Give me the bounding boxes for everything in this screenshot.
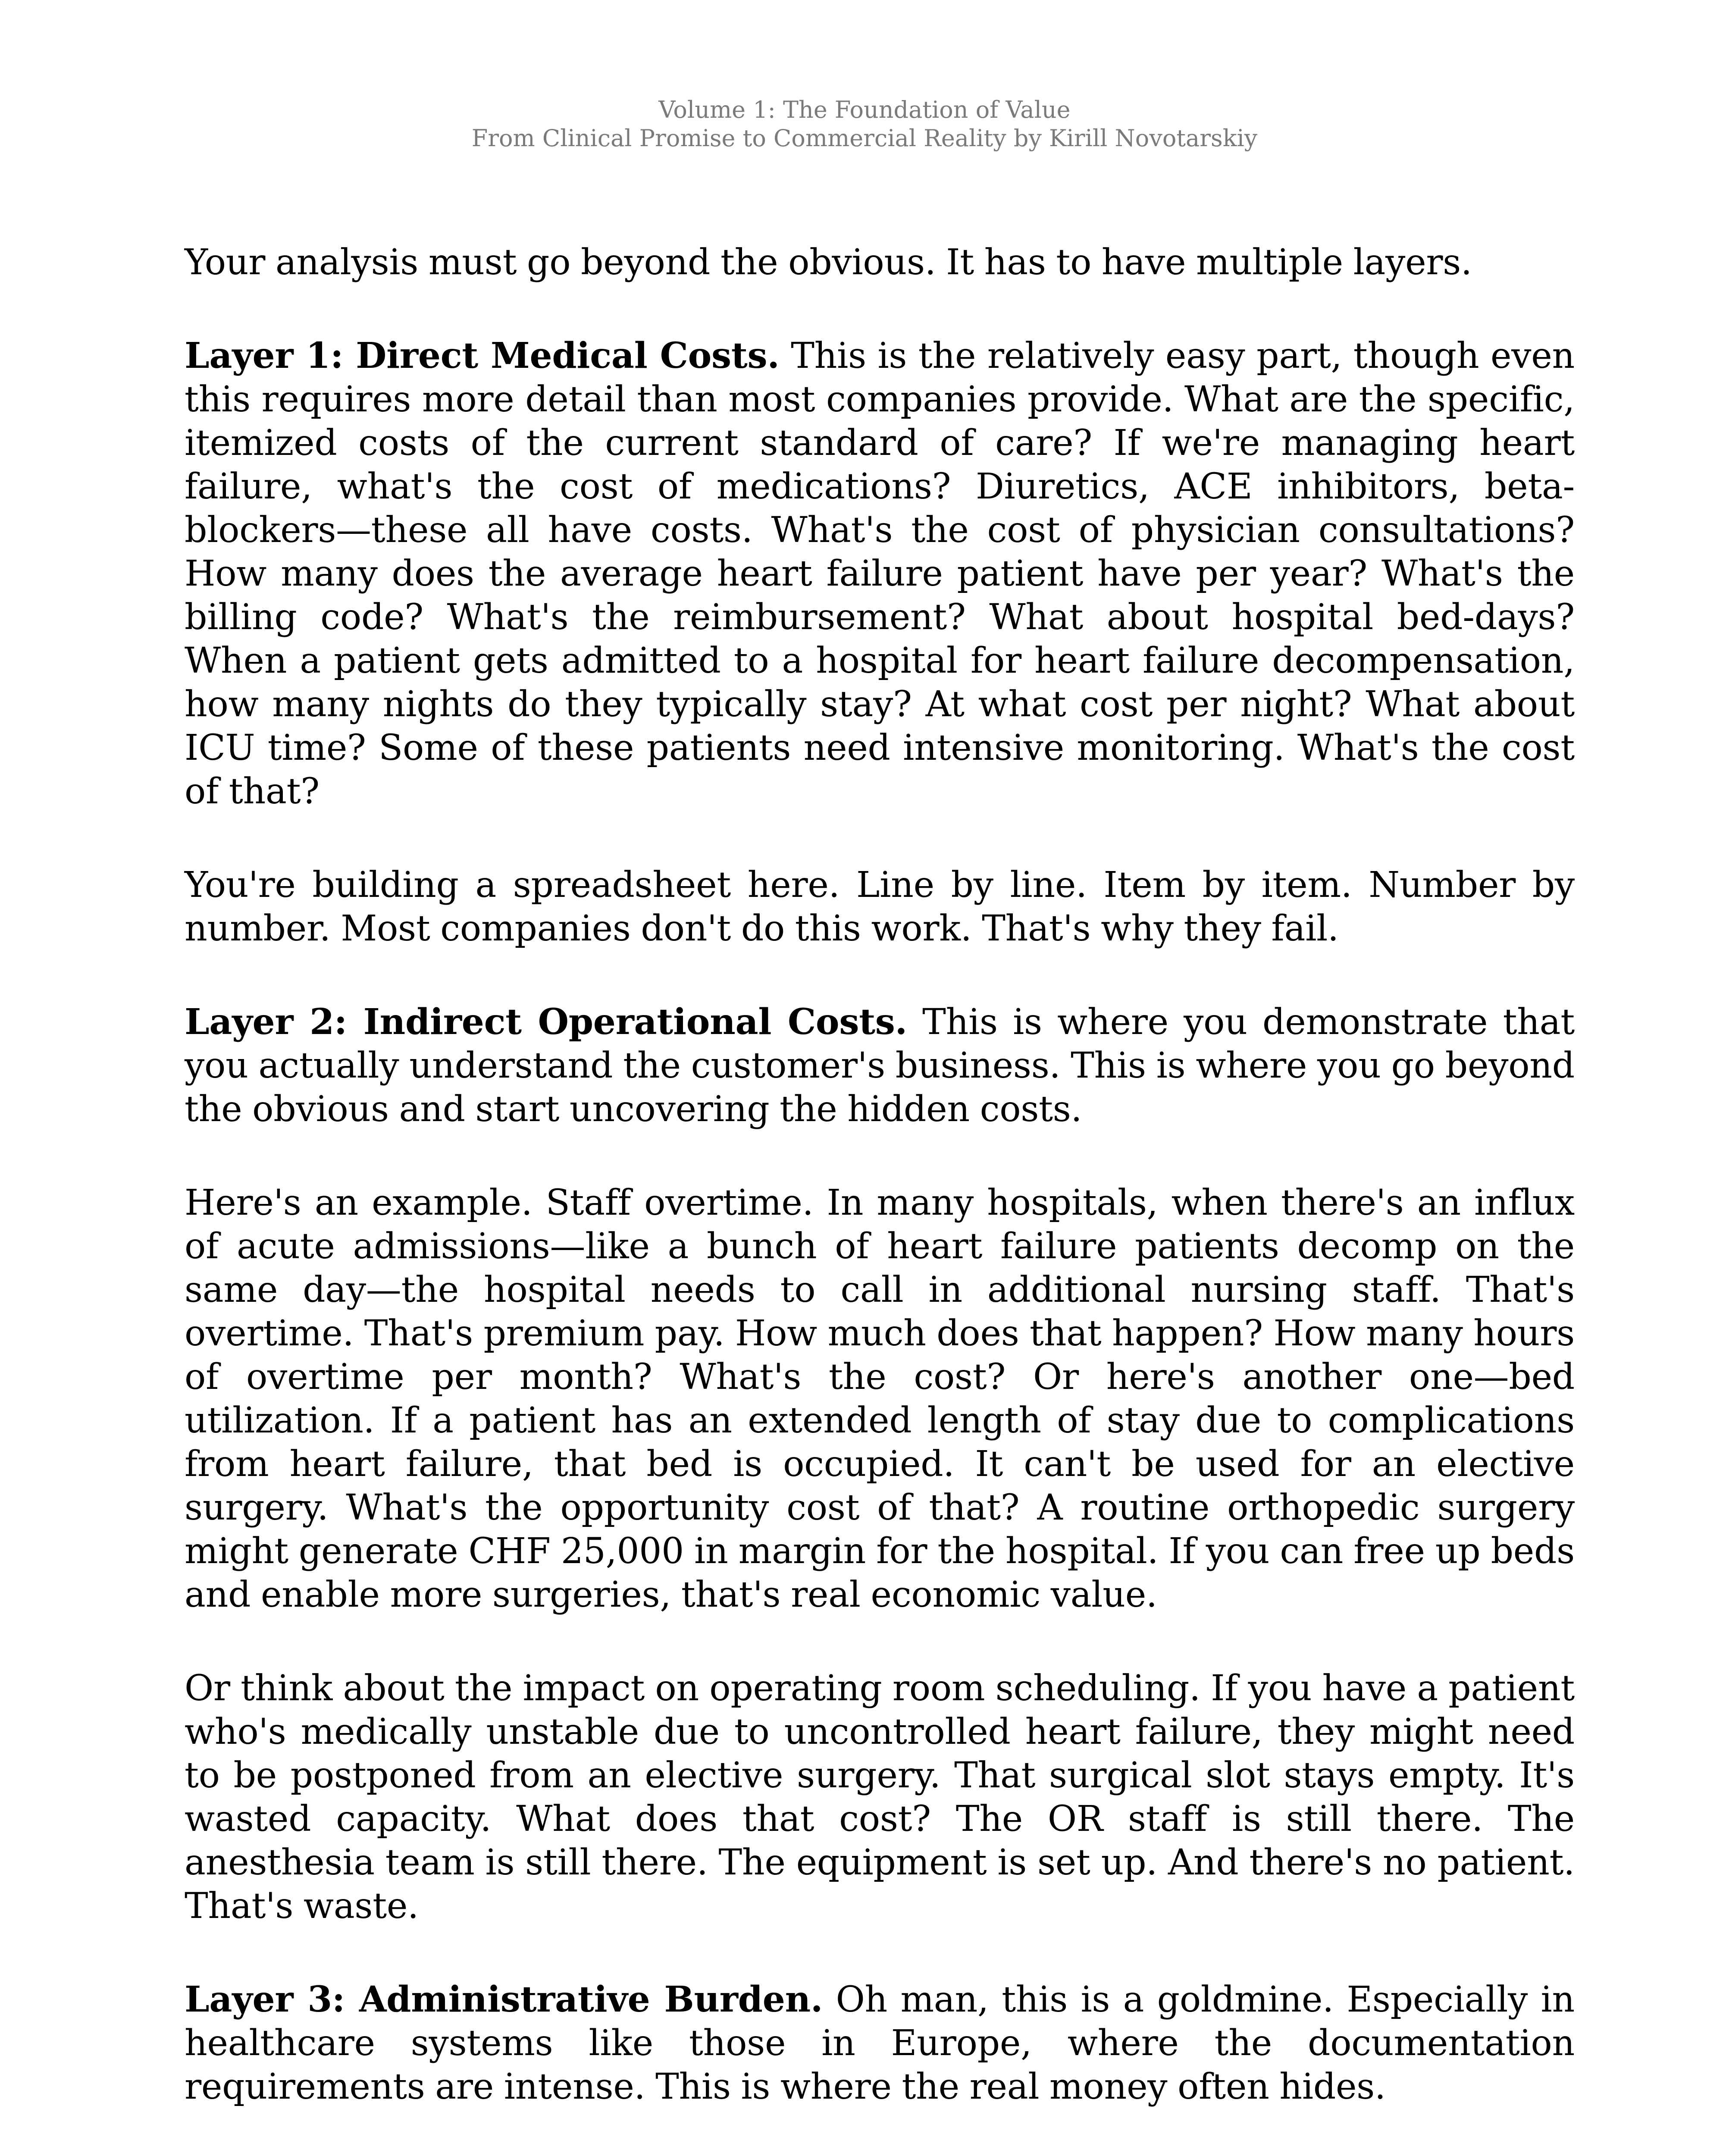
header-book-title: From Clinical Promise to Commercial Reality by Kirill Novotarskiy [471, 125, 1258, 152]
paragraph-heading-layer-3: Layer 3: Administrative Burden. [185, 1979, 823, 2020]
paragraph-text: You're building a spreadsheet here. Line by line. Item by item. Number by number. Most companies don't do this work. That's why they fail. [185, 865, 1575, 949]
paragraph-heading-layer-2: Layer 2: Indirect Operational Costs. [185, 1001, 907, 1043]
paragraph-layer-1 [185, 334, 1575, 813]
paragraph-text: Oh man, this is a goldmine. Especially in healthcare systems like those in Europe, where the documentation requirements are intense. This is where the real money often hides. [185, 1979, 1575, 2107]
paragraph-text: Or think about the impact on operating room scheduling. If you have a patient who's medically unstable due to uncontrolled heart failure, they might need to be postponed from an elective surgery. That surgical slot stays empty. It's wasted capacity. What does that cost? The OR staff is still there. The anesthesia team is still there. The equipment is set up. And there's no patient. That's waste. [185, 1668, 1575, 1927]
body-text [185, 241, 1575, 2156]
paragraph-layer-2 [185, 1000, 1575, 1131]
header-volume-title: Volume 1: The Foundation of Value [658, 96, 1071, 123]
paragraph-operating-room [185, 1667, 1575, 1928]
paragraph-text: Here's an example. Staff overtime. In many hospitals, when there's an influx of acute admissions—like a bunch of heart failure patients decomp on the same day—the hospital needs to call in additional nursing staff. That's overtime. That's premium pay. How much does that happen? How many hours of overtime per month? What's the cost? Or here's another one—bed utilization. If a patient has an extended length of stay due to complications from heart failure, that bed is occupied. It can't be used for an elective surgery. What's the opportunity cost of that? A routine orthopedic surgery might generate CHF 25,000 in margin for the hospital. If you can free up beds and enable more surgeries, that's real economic value. [185, 1182, 1575, 1615]
paragraph-text: This is where you demonstrate that you actually understand the customer's business. This is where you go beyond the obvious and start uncovering the hidden costs. [185, 1002, 1575, 1130]
paragraph-text: This is the relatively easy part, though even this requires more detail than most companies provide. What are the specific, itemized costs of the current standard of care? If we're managing heart failure, what's the cost of medications? Diuretics, ACE inhibitors, beta-blockers—these all have costs. What's the cost of physician consultations? How many does the average heart failure patient have per year? What's the billing code? What's the reimbursement? What about hospital bed-days? When a patient gets admitted to a hospital for heart failure decompensation, how many nights do they typically stay? At what cost per night? What about ICU time? Some of these patients need intensive monitoring. What's the cost of that? [185, 335, 1575, 812]
running-header [0, 96, 1729, 153]
paragraph-intro [185, 241, 1575, 284]
paragraph-text: Your analysis must go beyond the obvious. It has to have multiple layers. [185, 242, 1472, 283]
paragraph-spreadsheet [185, 863, 1575, 950]
paragraph-layer-3 [185, 1978, 1575, 2109]
paragraph-staff-overtime [185, 1181, 1575, 1617]
paragraph-heading-layer-1: Layer 1: Direct Medical Costs. [185, 335, 780, 376]
